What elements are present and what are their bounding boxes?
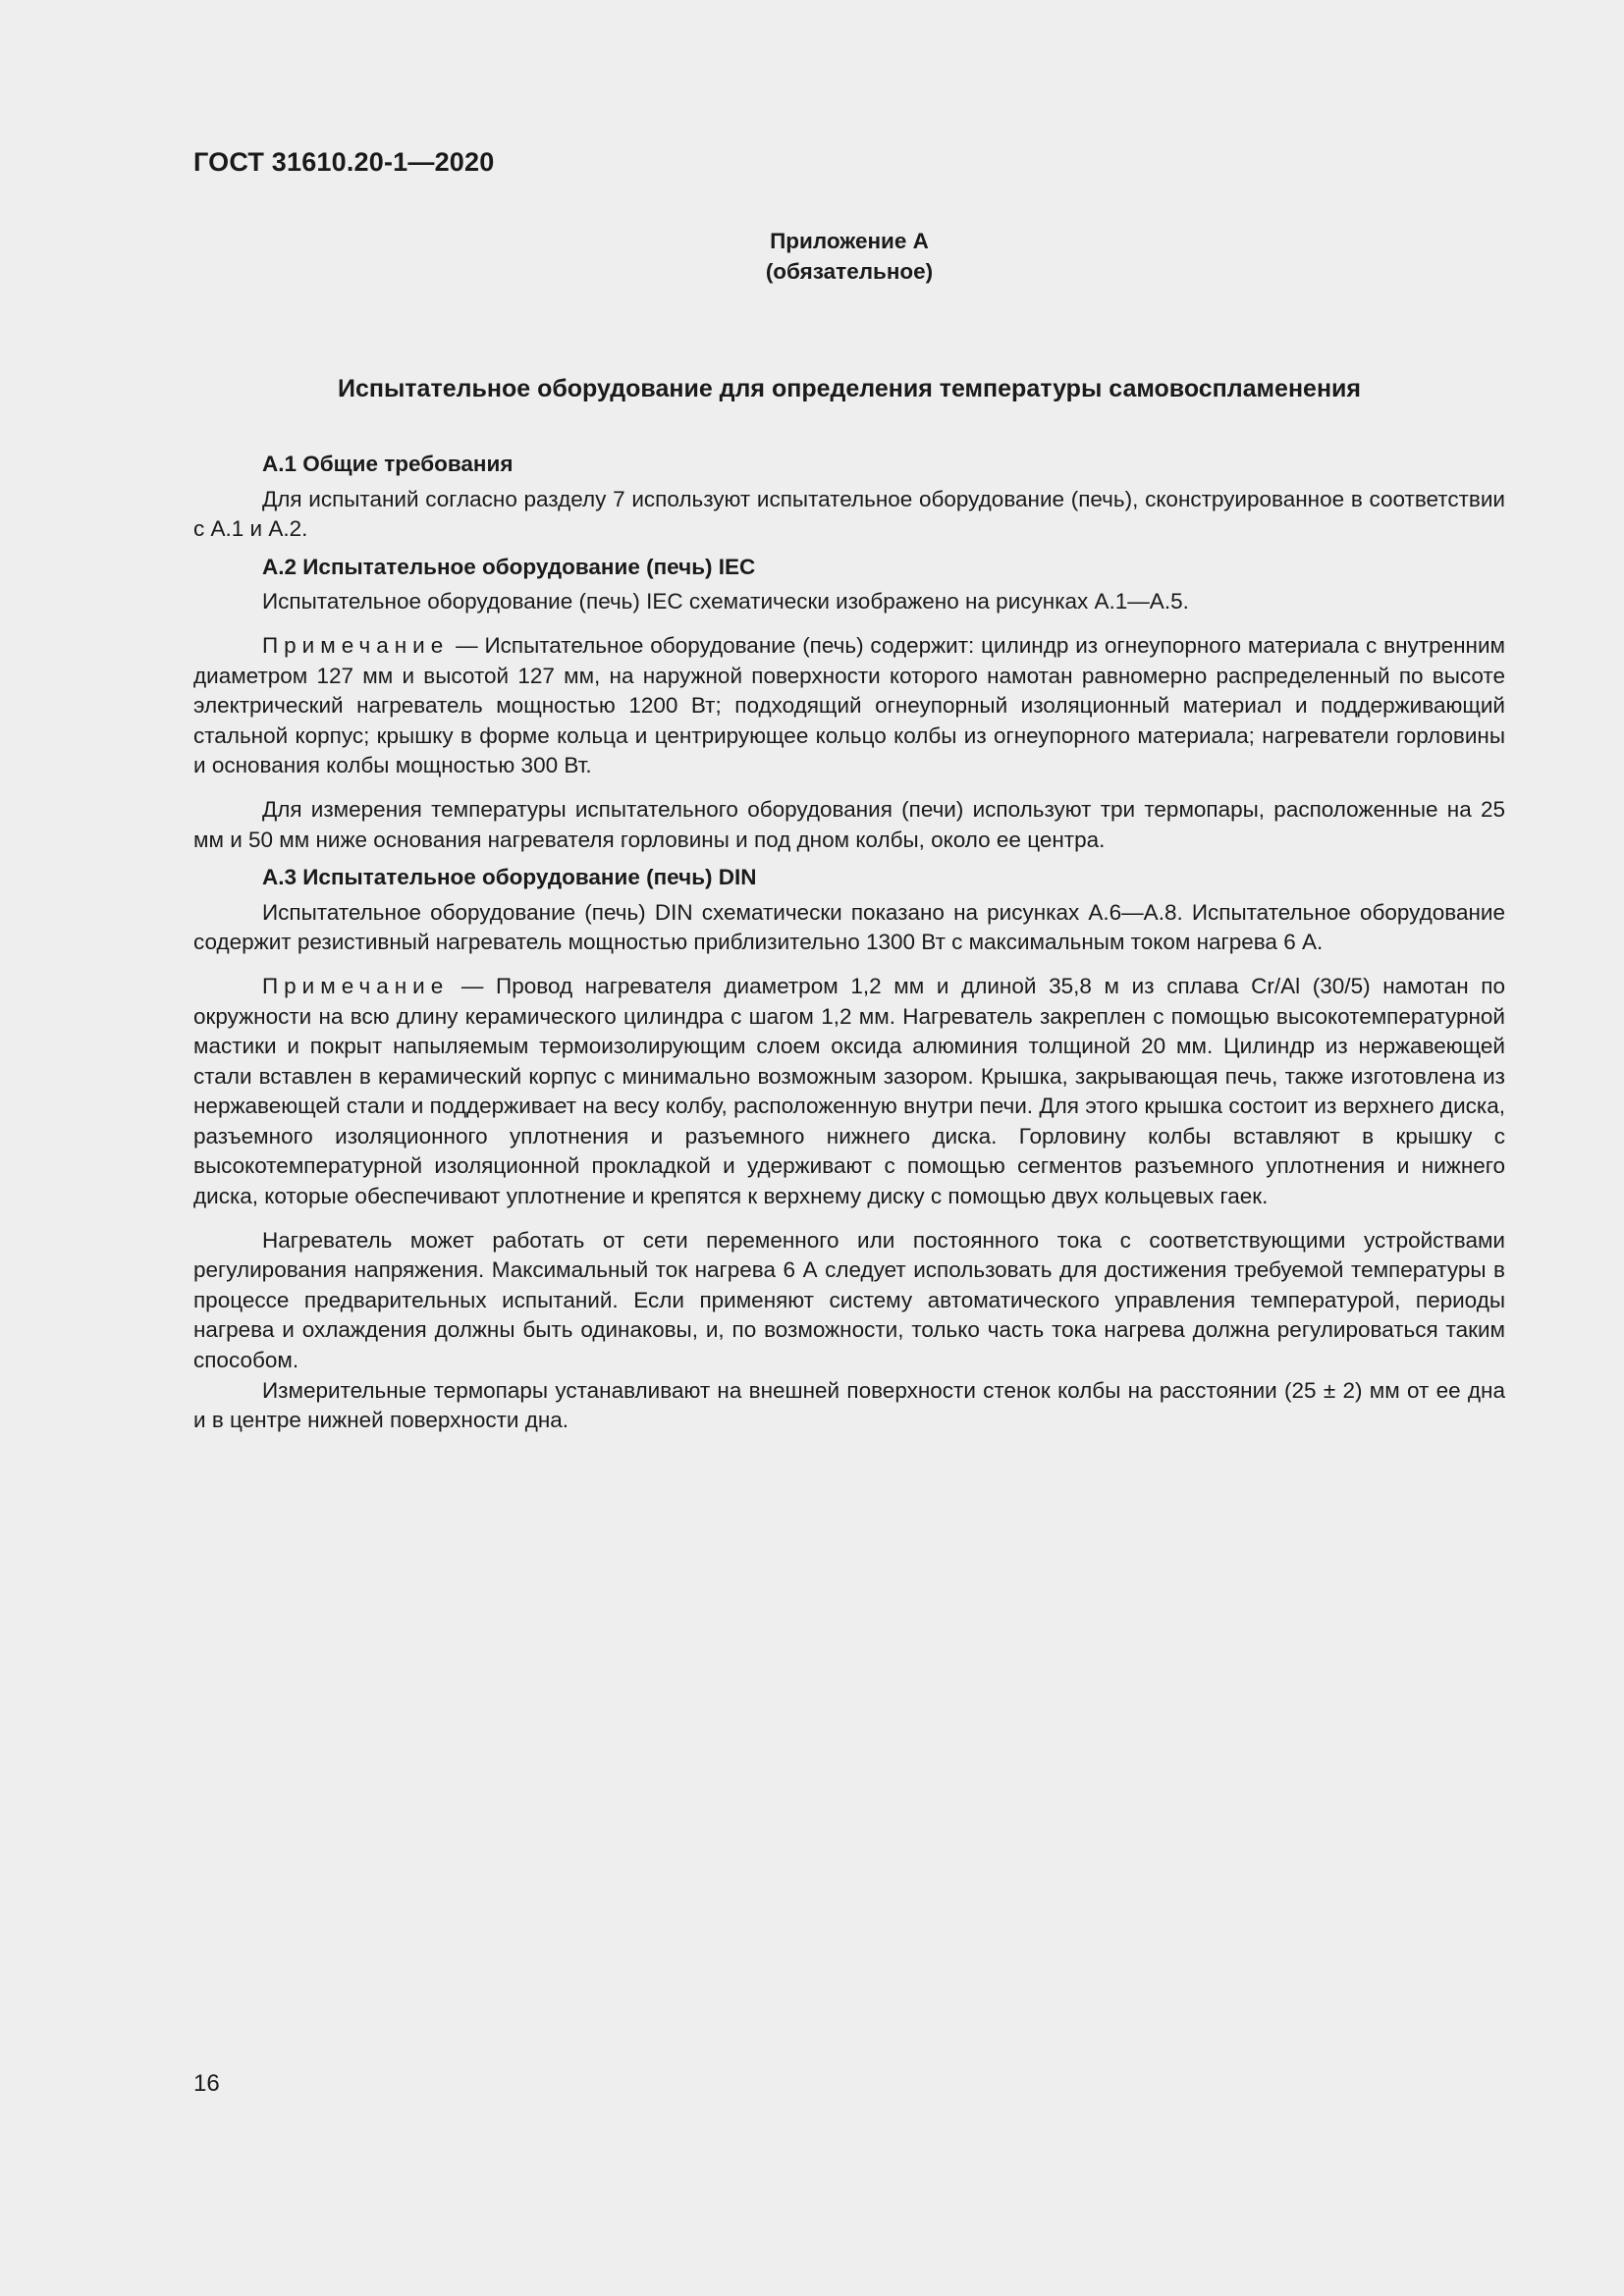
annex-label: Приложение А (770, 229, 929, 253)
annex-status: (обязательное) (765, 259, 934, 284)
section-a2-paragraph-2: Для измерения температуры испытательного оборудования (печи) используют три термопары, расположенные на 25 мм и 50 мм ниже основания нагревателя горловины и под дном колбы, около ее центра. (193, 796, 1505, 852)
note-label: Примечание (262, 973, 450, 998)
section-a2-heading: А.2 Испытательное оборудование (печь) IEC (262, 554, 756, 579)
note-text: — Испытательное оборудование (печь) содержит: цилиндр из огнеупорного материала с внутренним диаметром 127 мм и высотой 127 мм, на наружной поверхности которого намотан равномерно распределенный по высоте электрический нагреватель мощностью 1200 Вт; подходящий огнеупорный изоляционный материал и поддерживающий стальной корпус; крышку в форме кольца и центрирующее кольцо колбы из огнеупорного материала; нагреватели горловины и основания колбы мощностью 300 Вт. (193, 632, 1505, 778)
section-a3-note (193, 972, 1505, 1212)
page-number: 16 (193, 2070, 220, 2097)
document-body (193, 450, 1505, 1436)
section-a3-heading: А.3 Испытательное оборудование (печь) DIN (262, 865, 757, 890)
annex-heading (193, 226, 1505, 287)
section-a1-paragraph-1: Для испытаний согласно разделу 7 используют испытательное оборудование (печь), сконструированное в соответствии с А.1 и А.2. (193, 486, 1505, 542)
note-text: — Провод нагревателя диаметром 1,2 мм и длиной 35,8 м из сплава Cr/Al (30/5) намотан по окружности на всю длину керамического цилиндра с шагом 1,2 мм. Нагреватель закреплен с помощью высокотемпературной мастики и покрыт напыляемым термоизолирующим слоем оксида алюминия толщиной 20 мм. Цилиндр из нержавеющей стали вставлен в керамический корпус с минимально возможным зазором. Крышка, закрывающая печь, также изготовлена из нержавеющей стали и поддерживает на весу колбу, расположенную внутри печи. Для этого крышка состоит из верхнего диска, разъемного изоляционного уплотнения и разъемного нижнего диска. Горловину колбы вставляют в крышку с высокотемпературной изоляционной прокладкой и удерживают с помощью сегментов разъемного уплотнения и нижнего диска, которые обеспечивают уплотнение и крепятся к верхнему диску с помощью двух кольцевых гаек. (193, 973, 1505, 1209)
note-label: Примечание (262, 632, 450, 658)
section-a2-note (193, 631, 1505, 781)
section-a3-paragraph-2: Нагреватель может работать от сети переменного или постоянного тока с соответствующими устройствами регулирования напряжения. Максимальный ток нагрева 6 А следует использовать для достижения требуемой температуры в процессе предварительных испытаний. Если применяют систему автоматического управления температурой, периоды нагрева и охлаждения должны быть одинаковы, и, по возможности, только часть тока нагрева должна регулироваться таким способом. (193, 1227, 1505, 1373)
standard-number: ГОСТ 31610.20-1—2020 (193, 147, 495, 177)
annex-title: Испытательное оборудование для определения температуры самовоспламенения (337, 375, 1362, 402)
section-a3-paragraph-1: Испытательное оборудование (печь) DIN схематически показано на рисунках А.6—А.8. Испытательное оборудование содержит резистивный нагреватель мощностью приблизительно 1300 Вт с максимальным током нагрева 6 А. (193, 899, 1505, 955)
section-a3-paragraph-3: Измерительные термопары устанавливают на внешней поверхности стенок колбы на расстоянии (25 ± 2) мм от ее дна и в центре нижней поверхности дна. (193, 1377, 1505, 1433)
section-a1-heading: А.1 Общие требования (262, 452, 514, 476)
section-a2-paragraph-1: Испытательное оборудование (печь) IEC схематически изображено на рисунках А.1—А.5. (262, 589, 1189, 614)
